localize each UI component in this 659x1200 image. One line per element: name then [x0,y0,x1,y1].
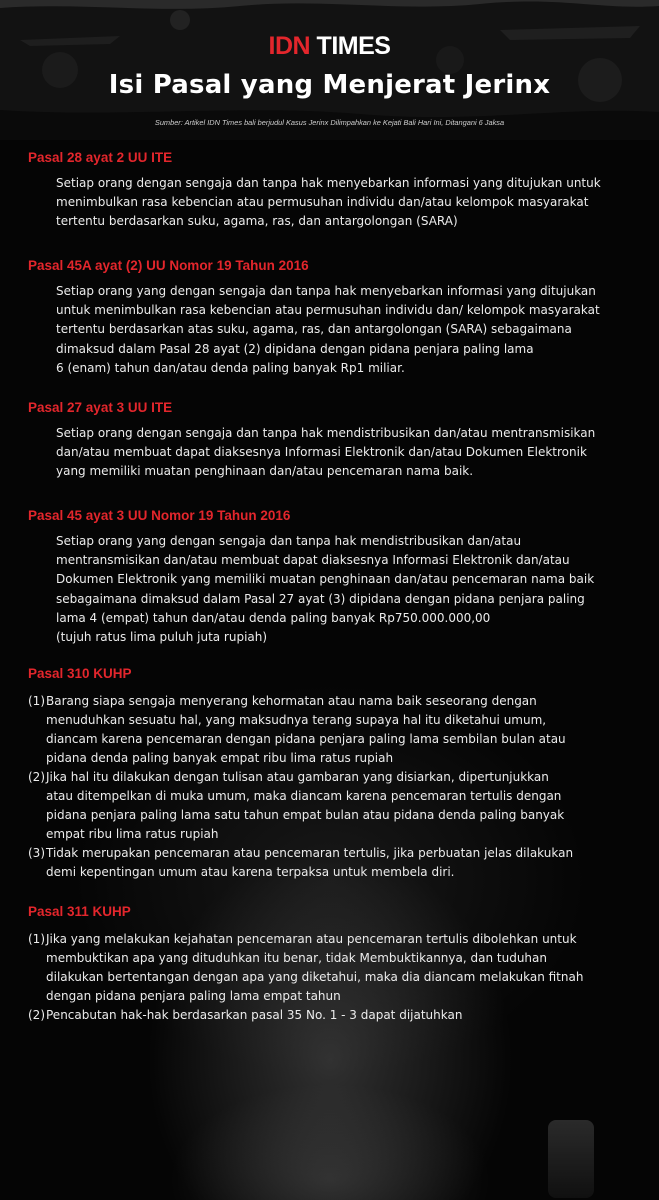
list-item [28,768,636,844]
list-item [28,930,636,1006]
list-item [28,844,636,882]
section-heading: Pasal 27 ayat 3 UU ITE [28,400,173,415]
list-item [28,692,636,768]
item-text: Jika yang melakukan kejahatan pencemaran atau pencemaran tertulis dibolehkan untuk membuktikan apa yang dituduhkan itu benar, tidak Membuktikannya, dan tuduhan dilakukan bertentangan dengan apa yang diketahui, maka dia diancam melakukan fitnah dengan pidana penjara paling lama empat tahun [46,932,584,1003]
section-heading: Pasal 311 KUHP [28,904,131,919]
item-number: (2) [28,770,45,784]
item-number: (3) [28,846,45,860]
item-text: Pencabutan hak-hak berdasarkan pasal 35 No. 1 - 3 dapat dijatuhkan [46,1008,463,1022]
logo-times: TIMES [316,32,391,60]
section-text: Setiap orang dengan sengaja dan tanpa hak menyebarkan informasi yang ditujukan untuk menimbulkan rasa kebencian atau permusuhan individu dan/atau kelompok masyarakat tertentu berdasarkan suku, agama, ras, dan antargolongan (SARA) [56,176,601,229]
source-note: Sumber: Artikel IDN Times bali berjudul Kasus Jerinx Dilimpahkan ke Kejati Bali Hari Ini, Ditangani 6 Jaksa [154,118,505,127]
section-heading: Pasal 28 ayat 2 UU ITE [28,150,173,165]
item-number: (1) [28,932,45,946]
item-number: (2) [28,1008,45,1022]
section-list [28,692,636,882]
section-text: Setiap orang yang dengan sengaja dan tanpa hak mendistribusikan dan/atau mentransmisikan dan/atau membuat dapat diaksesnya Informasi Elektronik dan/atau Dokumen Elektronik yang memiliki muatan penghinaan dan/atau pencemaran nama baik sebagaimana dimaksud dalam Pasal 27 ayat (3) dipidana dengan pidana penjara paling lama 4 (empat) tahun dan/atau denda paling banyak Rp750.000.000,00 (tujuh ratus lima puluh juta rupiah) [56,534,595,645]
item-text: Tidak merupakan pencemaran atau pencemaran tertulis, jika perbuatan jelas dilakukan demi kepentingan umum atau karena terpaksa untuk membela diri. [46,846,574,879]
section-list [28,930,636,1025]
item-text: Barang siapa sengaja menyerang kehormatan atau nama baik seseorang dengan menuduhkan sesuatu hal, yang maksudnya terang supaya hal itu diketahui umum, diancam karena pencemaran dengan pidana penjara paling lama sembilan bulan atau pidana denda paling banyak empat ribu lima ratus rupiah [46,694,566,765]
section-heading: Pasal 310 KUHP [28,666,132,681]
section-heading: Pasal 45A ayat (2) UU Nomor 19 Tahun 2016 [28,258,309,273]
item-number: (1) [28,694,45,708]
section-text: Setiap orang dengan sengaja dan tanpa hak mendistribusikan dan/atau mentransmisikan dan/atau membuat dapat diaksesnya Informasi Elektronik dan/atau Dokumen Elektronik yang memiliki muatan penghinaan dan/atau pencemaran nama baik. [56,426,596,479]
section-heading: Pasal 45 ayat 3 UU Nomor 19 Tahun 2016 [28,508,291,523]
wristwatch-shape [548,1120,594,1198]
logo-idn: IDN [268,32,311,60]
list-item [28,1006,636,1025]
page-title: Isi Pasal yang Menjerat Jerinx [108,70,551,100]
section-text: Setiap orang yang dengan sengaja dan tanpa hak menyebarkan informasi yang ditujukan untuk menimbulkan rasa kebencian atau permusuhan individu dan/ kelompok masyarakat tertentu berdasarkan atas suku, agama, ras, dan antargolongan (SARA) sebagaimana dimaksud dalam Pasal 28 ayat (2) dipidana dengan pidana penjara paling lama 6 (enam) tahun dan/atau denda paling banyak Rp1 miliar. [56,284,600,375]
item-text: Jika hal itu dilakukan dengan tulisan atau gambaran yang disiarkan, dipertunjukkan atau ditempelkan di muka umum, maka diancam karena pencemaran tertulis dengan pidana penjara paling lama satu tahun empat bulan atau pidana denda paling banyak empat ribu lima ratus rupiah [46,770,565,841]
